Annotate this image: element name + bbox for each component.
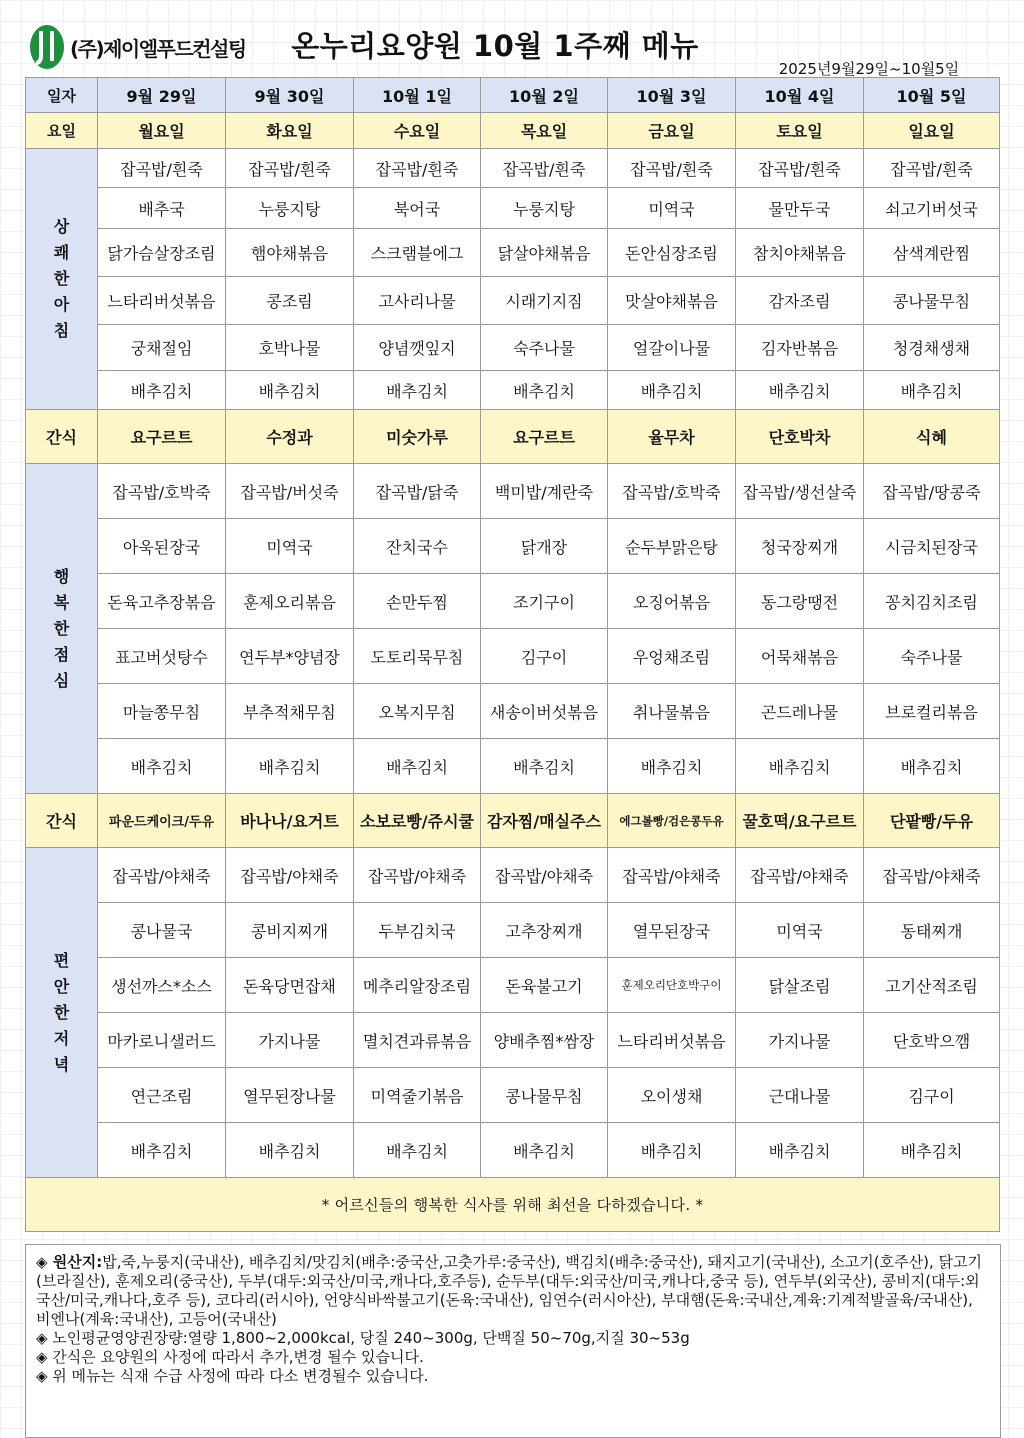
- menu-item: 동그랑땡전: [736, 574, 864, 629]
- dinner-label-char: 녁: [53, 1054, 70, 1074]
- menu-item: 가지나물: [736, 1013, 864, 1068]
- menu-item: 마늘쫑무침: [98, 684, 226, 739]
- menu-item: 부추적채무침: [226, 684, 354, 739]
- menu-item: 누룽지탕: [481, 188, 608, 229]
- snack-item: 감자찜/매실주스: [481, 794, 608, 848]
- menu-item: 김구이: [864, 1068, 1000, 1123]
- breakfast-row: [26, 277, 1000, 325]
- menu-item: 닭살조림: [736, 958, 864, 1013]
- menu-item: 배추국: [98, 188, 226, 229]
- dinner-label-char: 안: [53, 976, 70, 996]
- breakfast-row: [26, 371, 1000, 410]
- weekday-header: 일요일: [864, 113, 1000, 149]
- weekday-header: 화요일: [226, 113, 354, 149]
- snack-note: ◈ 간식은 요양원의 사정에 따라서 추가,변경 될수 있습니다.: [36, 1348, 424, 1366]
- breakfast-row: [26, 229, 1000, 277]
- menu-item: 배추김치: [481, 739, 608, 794]
- snack-item: 꿀호떡/요구르트: [736, 794, 864, 848]
- menu-item: 잔치국수: [354, 519, 481, 574]
- menu-item: 느타리버섯볶음: [98, 277, 226, 325]
- menu-item: 돈육불고기: [481, 958, 608, 1013]
- menu-item: 참치야채볶음: [736, 229, 864, 277]
- date-header: 10월 4일: [736, 78, 864, 113]
- menu-item: 김자반볶음: [736, 325, 864, 371]
- menu-item: 고사리나물: [354, 277, 481, 325]
- menu-item: 호박나물: [226, 325, 354, 371]
- menu-item: 햄야채볶음: [226, 229, 354, 277]
- menu-item: 두부김치국: [354, 903, 481, 958]
- lunch-row: [26, 739, 1000, 794]
- weekday-header: 월요일: [98, 113, 226, 149]
- dinner-row: [26, 848, 1000, 903]
- breakfast-label: [26, 149, 98, 410]
- menu-item: 가지나물: [226, 1013, 354, 1068]
- menu-item: 메추리알장조림: [354, 958, 481, 1013]
- menu-item: 콩나물무침: [864, 277, 1000, 325]
- menu-item: 배추김치: [736, 739, 864, 794]
- dinner-row: [26, 1068, 1000, 1123]
- lunch-label-char: 복: [53, 592, 70, 612]
- notes-box: [25, 1244, 1001, 1438]
- lunch-label-char: 심: [53, 670, 70, 690]
- menu-item: 미역국: [608, 188, 736, 229]
- breakfast-label-char: 한: [53, 269, 70, 288]
- menu-item: 순두부맑은탕: [608, 519, 736, 574]
- menu-item: 고추장찌개: [481, 903, 608, 958]
- menu-item: 표고버섯탕수: [98, 629, 226, 684]
- dinner-row: [26, 1013, 1000, 1068]
- menu-item: 잡곡밥/야채죽: [736, 848, 864, 903]
- lunch-label-char: 행: [53, 566, 70, 586]
- dinner-label-char: 한: [53, 1002, 70, 1022]
- menu-item: 열무된장국: [608, 903, 736, 958]
- weekday-header: 수요일: [354, 113, 481, 149]
- weekday-header: 목요일: [481, 113, 608, 149]
- menu-item: 잡곡밥/땅콩죽: [864, 464, 1000, 519]
- logo-text: (주)제이엘푸드컨설팅: [70, 36, 246, 61]
- snack-item: 파운드케이크/두유: [98, 794, 226, 848]
- menu-item: 단호박으깸: [864, 1013, 1000, 1068]
- menu-item: 콩비지찌개: [226, 903, 354, 958]
- menu-item: 느타리버섯볶음: [608, 1013, 736, 1068]
- breakfast-label-char: 아: [53, 295, 70, 314]
- menu-item: 생선까스*소스: [98, 958, 226, 1013]
- menu-item: 열무된장나물: [226, 1068, 354, 1123]
- menu-item: 잡곡밥/흰죽: [226, 149, 354, 188]
- menu-item: 배추김치: [98, 1123, 226, 1178]
- date-header: 10월 2일: [481, 78, 608, 113]
- menu-item: 배추김치: [608, 371, 736, 410]
- snack-item: 요구르트: [481, 410, 608, 464]
- lunch-row: [26, 684, 1000, 739]
- menu-item: 잡곡밥/흰죽: [608, 149, 736, 188]
- menu-item: 닭개장: [481, 519, 608, 574]
- dinner-label-char: 편: [53, 950, 70, 970]
- menu-item: 손만두찜: [354, 574, 481, 629]
- menu-item: 배추김치: [864, 371, 1000, 410]
- menu-item: 누룽지탕: [226, 188, 354, 229]
- dinner-label: [26, 848, 98, 1178]
- menu-item: 숙주나물: [481, 325, 608, 371]
- page-title: 온누리요양원 10월 1주째 메뉴: [291, 29, 699, 63]
- date-range: 2025년9월29일~10월5일: [778, 60, 960, 78]
- menu-item: 배추김치: [98, 739, 226, 794]
- snack_pm-label: 간식: [26, 794, 98, 848]
- weekday-row: [26, 113, 1000, 149]
- breakfast-label-char: 상: [53, 217, 70, 236]
- menu-item: 스크램블에그: [354, 229, 481, 277]
- lunch-row: [26, 464, 1000, 519]
- menu-item: 북어국: [354, 188, 481, 229]
- menu-item: 멸치견과류볶음: [354, 1013, 481, 1068]
- menu-item: 돈육당면잡채: [226, 958, 354, 1013]
- lunch-label-char: 한: [53, 618, 70, 638]
- dinner-row: [26, 903, 1000, 958]
- weekday-header: 금요일: [608, 113, 736, 149]
- menu-item: 미역국: [736, 903, 864, 958]
- menu-item: 배추김치: [226, 371, 354, 410]
- menu-item: 배추김치: [608, 739, 736, 794]
- menu-item: 배추김치: [354, 1123, 481, 1178]
- date-header: 9월 29일: [98, 78, 226, 113]
- weekday-header: 토요일: [736, 113, 864, 149]
- breakfast-label-char: 쾌: [53, 243, 70, 262]
- menu-item: 어묵채볶음: [736, 629, 864, 684]
- menu-item: 배추김치: [736, 1123, 864, 1178]
- snack_am-row: [26, 410, 1000, 464]
- snack_pm-row: [26, 794, 1000, 848]
- menu-item: 맛살야채볶음: [608, 277, 736, 325]
- menu-item: 잡곡밥/흰죽: [481, 149, 608, 188]
- footer-message: * 어르신들의 행복한 식사를 위해 최선을 다하겠습니다. *: [26, 1178, 1000, 1232]
- menu-item: 잡곡밥/야채죽: [481, 848, 608, 903]
- menu-item: 배추김치: [864, 739, 1000, 794]
- breakfast-row: [26, 325, 1000, 371]
- menu-item: 잡곡밥/버섯죽: [226, 464, 354, 519]
- menu-item: 시래기지짐: [481, 277, 608, 325]
- snack-item: 요구르트: [98, 410, 226, 464]
- snack-item: 바나나/요거트: [226, 794, 354, 848]
- menu-item: 감자조림: [736, 277, 864, 325]
- snack-item: 식혜: [864, 410, 1000, 464]
- menu-item: 배추김치: [98, 371, 226, 410]
- menu-item: 오징어볶음: [608, 574, 736, 629]
- menu-item: 브로컬리볶음: [864, 684, 1000, 739]
- menu-item: 배추김치: [226, 739, 354, 794]
- menu-item: 백미밥/계란죽: [481, 464, 608, 519]
- menu-item: 배추김치: [354, 739, 481, 794]
- weekday-label: 요일: [26, 113, 98, 149]
- snack-item: 율무차: [608, 410, 736, 464]
- menu-item: 잡곡밥/야채죽: [354, 848, 481, 903]
- menu-item: 오복지무침: [354, 684, 481, 739]
- menu-item: 김구이: [481, 629, 608, 684]
- date-header: 10월 1일: [354, 78, 481, 113]
- lunch-row: [26, 574, 1000, 629]
- menu-item: 연두부*양념장: [226, 629, 354, 684]
- snack-item: 수정과: [226, 410, 354, 464]
- breakfast-row: [26, 149, 1000, 188]
- menu-item: 얼갈이나물: [608, 325, 736, 371]
- menu-item: 콩나물무침: [481, 1068, 608, 1123]
- menu-item: 근대나물: [736, 1068, 864, 1123]
- menu-item: 잡곡밥/호박죽: [98, 464, 226, 519]
- origin-label: ◈ 원산지:: [36, 1253, 103, 1271]
- dinner-label-char: 저: [53, 1028, 70, 1048]
- menu-item: 배추김치: [226, 1123, 354, 1178]
- menu-item: 마카로니샐러드: [98, 1013, 226, 1068]
- menu-item: 잡곡밥/생선살죽: [736, 464, 864, 519]
- lunch-row: [26, 629, 1000, 684]
- menu-item: 배추김치: [864, 1123, 1000, 1178]
- menu-item: 연근조림: [98, 1068, 226, 1123]
- menu-item: 닭살야채볶음: [481, 229, 608, 277]
- menu-item: 배추김치: [736, 371, 864, 410]
- date-header: 10월 3일: [608, 78, 736, 113]
- menu-item: 고기산적조림: [864, 958, 1000, 1013]
- dinner-row: [26, 958, 1000, 1013]
- menu-item: 우엉채조림: [608, 629, 736, 684]
- snack-item: 소보로빵/쥬시쿨: [354, 794, 481, 848]
- menu-item: 잡곡밥/야채죽: [864, 848, 1000, 903]
- date-header: 9월 30일: [226, 78, 354, 113]
- menu-item: 콩조림: [226, 277, 354, 325]
- snack_am-label: 간식: [26, 410, 98, 464]
- menu-item: 동태찌개: [864, 903, 1000, 958]
- menu-item: 콩나물국: [98, 903, 226, 958]
- menu-item: 새송이버섯볶음: [481, 684, 608, 739]
- logo-mark-icon: [28, 23, 66, 71]
- date-row: [26, 78, 1000, 113]
- menu-item: 배추김치: [481, 371, 608, 410]
- menu-item: 잡곡밥/호박죽: [608, 464, 736, 519]
- menu-item: 배추김치: [608, 1123, 736, 1178]
- menu-item: 물만두국: [736, 188, 864, 229]
- breakfast-row: [26, 188, 1000, 229]
- snack-item: 미숫가루: [354, 410, 481, 464]
- menu-item: 청경채생채: [864, 325, 1000, 371]
- lunch-row: [26, 519, 1000, 574]
- dinner-row: [26, 1123, 1000, 1178]
- nutrition-note: ◈ 노인평균영양권장량:열량 1,800~2,000kcal, 당질 240~300g, 단백질 50~70g,지질 30~53g: [36, 1329, 690, 1347]
- menu-item: 돈안심장조림: [608, 229, 736, 277]
- menu-table: [25, 77, 1000, 1232]
- menu-item: 시금치된장국: [864, 519, 1000, 574]
- menu-change-note: ◈ 위 메뉴는 식재 수급 사정에 따라 다소 변경될수 있습니다.: [36, 1367, 429, 1385]
- menu-item: 배추김치: [354, 371, 481, 410]
- menu-item: 잡곡밥/흰죽: [736, 149, 864, 188]
- menu-item: 취나물볶음: [608, 684, 736, 739]
- menu-item: 잡곡밥/야채죽: [98, 848, 226, 903]
- menu-item: 미역국: [226, 519, 354, 574]
- breakfast-label-char: 침: [53, 321, 70, 340]
- menu-item: 곤드레나물: [736, 684, 864, 739]
- menu-item: 돈육고추장볶음: [98, 574, 226, 629]
- menu-item: 도토리묵무침: [354, 629, 481, 684]
- menu-item: 청국장찌개: [736, 519, 864, 574]
- snack-item: 단호박차: [736, 410, 864, 464]
- menu-item: 아욱된장국: [98, 519, 226, 574]
- lunch-label: [26, 464, 98, 794]
- menu-item: 양념깻잎지: [354, 325, 481, 371]
- origin-note: [36, 1253, 990, 1329]
- menu-item: 훈제오리볶음: [226, 574, 354, 629]
- date-header: 10월 5일: [864, 78, 1000, 113]
- menu-item: 꽁치김치조림: [864, 574, 1000, 629]
- menu-item: 잡곡밥/흰죽: [98, 149, 226, 188]
- menu-item: 잡곡밥/흰죽: [864, 149, 1000, 188]
- menu-item: 쇠고기버섯국: [864, 188, 1000, 229]
- lunch-label-char: 점: [53, 644, 70, 664]
- origin-text: 밥,죽,누룽지(국내산), 배추김치/맛김치(배추:중국산,고춧가루:중국산), 백김치(배추:중국산), 돼지고기(국내산), 소고기(호주산), 닭고기(브라질산), 훈제오리(중국산), 두부(대두:외국산/미국,캐나다,호주등), 순두부(대두:외국산/미국,캐나다,중국 등), 연두부(외국산), 콩비지(대두:외국산/미국,캐나다,호주 등), 코다리(러시아), 언양식바싹불고기(돈육:국내산), 임연수(러시아산), 부대햄(돈육:국내산,계육:기계적발골육/국내산), 비엔나(계육:국내산), 고등어(국내산): [36, 1253, 982, 1328]
- menu-item: 잡곡밥/닭죽: [354, 464, 481, 519]
- menu-item: 양배추찜*쌈장: [481, 1013, 608, 1068]
- menu-item: 배추김치: [481, 1123, 608, 1178]
- snack-item: 단팥빵/두유: [864, 794, 1000, 848]
- footer-row: [26, 1178, 1000, 1232]
- menu-item: 잡곡밥/흰죽: [354, 149, 481, 188]
- menu-item: 삼색계란찜: [864, 229, 1000, 277]
- menu-item: 숙주나물: [864, 629, 1000, 684]
- menu-item: 닭가슴살장조림: [98, 229, 226, 277]
- menu-item: 잡곡밥/야채죽: [608, 848, 736, 903]
- menu-item: 조기구이: [481, 574, 608, 629]
- menu-item: 훈제오리단호박구이: [608, 958, 736, 1013]
- company-logo: [28, 22, 246, 72]
- snack-item: 에그볼빵/검은콩두유: [608, 794, 736, 848]
- menu-item: 오이생채: [608, 1068, 736, 1123]
- menu-item: 미역줄기볶음: [354, 1068, 481, 1123]
- menu-item: 궁채절임: [98, 325, 226, 371]
- date-label: 일자: [26, 78, 98, 113]
- menu-item: 잡곡밥/야채죽: [226, 848, 354, 903]
